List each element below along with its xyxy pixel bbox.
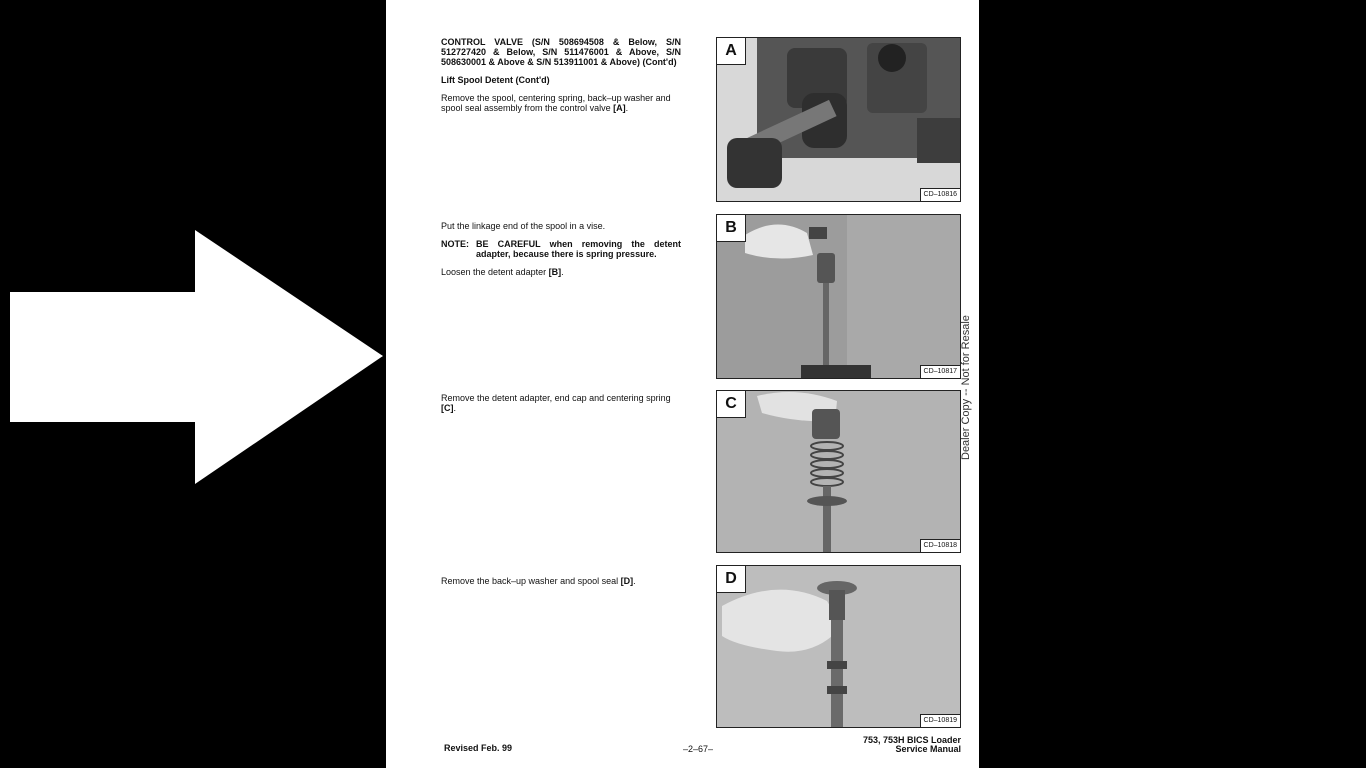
figure-c-letter: C — [717, 391, 746, 418]
step-d: Remove the back–up washer and spool seal [D]. — [441, 576, 636, 586]
manual-page — [386, 0, 979, 768]
step-b1: Put the linkage end of the spool in a vise. — [441, 221, 606, 231]
figure-c-photo — [717, 391, 960, 552]
footer-model — [863, 736, 961, 754]
figure-d — [716, 565, 961, 728]
text-block-c — [441, 393, 681, 413]
note — [441, 239, 681, 259]
footer-revision: Revised Feb. 99 — [444, 743, 513, 753]
text-block-b — [441, 221, 681, 277]
figure-c — [716, 390, 961, 553]
footer-manual-name: Service Manual — [895, 744, 961, 754]
text-block-a — [441, 37, 681, 113]
step-a: Remove the spool, centering spring, back–up washer and spool seal assembly from the control valve [A]. — [441, 93, 671, 113]
figure-a-letter: A — [717, 38, 746, 65]
step-c: Remove the detent adapter, end cap and centering spring [C]. — [441, 393, 671, 413]
figure-b-letter: B — [717, 215, 746, 242]
figure-b-photo — [717, 215, 960, 378]
text-block-d — [441, 576, 681, 586]
arrow-shape — [0, 0, 390, 768]
note-text: BE CAREFUL when removing the detent adapter, because there is spring pressure. — [476, 239, 681, 259]
figure-b — [716, 214, 961, 379]
figure-a-code: CD–10816 — [920, 188, 960, 201]
figure-d-code: CD–10819 — [920, 714, 960, 727]
footer-model-name: 753, 753H BICS Loader — [862, 735, 961, 745]
figure-b-code: CD–10817 — [920, 365, 960, 378]
figure-d-photo — [717, 566, 960, 727]
figure-a — [716, 37, 961, 202]
figure-d-letter: D — [717, 566, 746, 593]
footer-page-number: –2–67– — [683, 744, 714, 754]
figure-c-code: CD–10818 — [920, 539, 960, 552]
section-subheading: Lift Spool Detent (Cont'd) — [441, 75, 550, 85]
step-b2: Loosen the detent adapter [B]. — [441, 267, 564, 277]
note-label: NOTE: — [441, 239, 469, 249]
dealer-copy-watermark: Dealer Copy -- Not for Resale — [960, 315, 972, 460]
figure-a-photo — [717, 38, 960, 201]
section-heading: CONTROL VALVE (S/N 508694508 & Below, S/N 512727420 & Below, S/N 511476001 & Above, S/N 508630001 & Above & S/N 513911001 & Above) (Cont'd) — [441, 37, 681, 67]
